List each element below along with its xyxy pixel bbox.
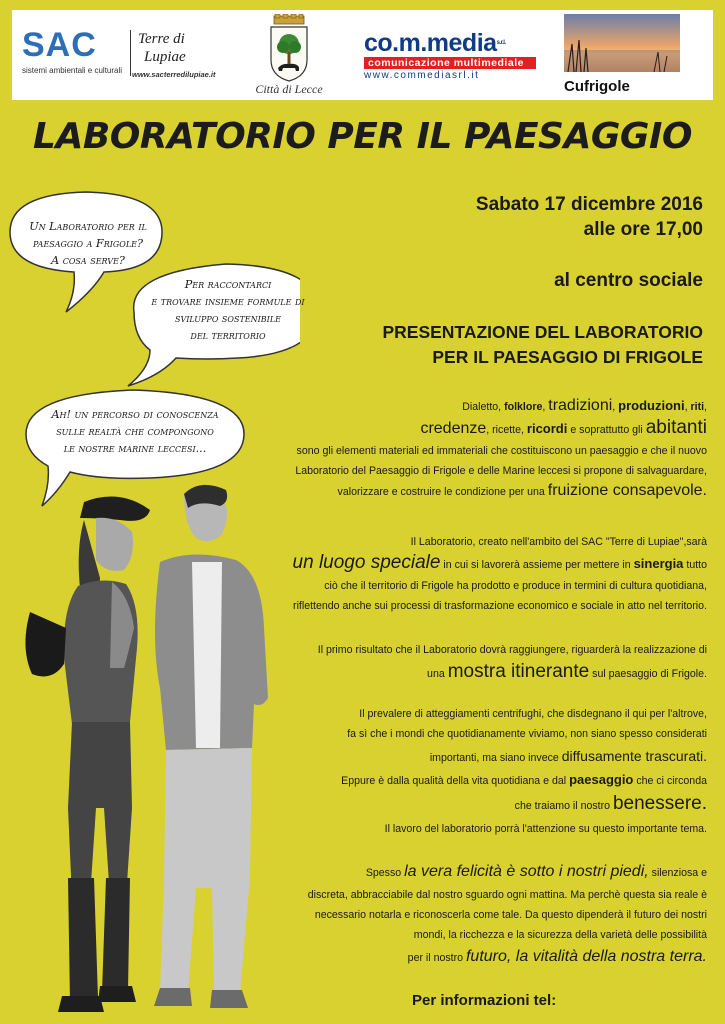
- p4-diffusamente: diffusamente trascurati.: [561, 748, 707, 764]
- sac-logo: [22, 28, 222, 84]
- speech-bubbles: [0, 180, 305, 510]
- p1-tradizioni: tradizioni: [548, 397, 613, 414]
- cufrigole-logo: [564, 14, 684, 98]
- bubble-2-text: [138, 276, 318, 344]
- event-place: al centro sociale: [554, 270, 703, 291]
- p1-line-1: Dialetto, folklore, tradizioni, produzioni, riti,: [462, 397, 707, 414]
- sac-terre-line2: Lupiae: [144, 49, 186, 65]
- commedia-srl: s.r.l.: [496, 40, 506, 46]
- info-contact: Per informazioni tel:: [412, 992, 557, 1009]
- p5-line-5: [308, 945, 707, 970]
- bubble-2-line-1: Per raccontarci: [184, 278, 272, 291]
- bubble-1-line-2: paesaggio a Frigole?: [33, 237, 143, 250]
- p4-line-4-post: che ci circonda: [636, 775, 707, 787]
- p5-line-2: discreta, abbracciabile dal nostro sguardo ogni mattina. Ma perchè questa sia reale è: [307, 889, 707, 901]
- bubble-3-line-1: Ah! un percorso di conoscenza: [51, 408, 219, 421]
- event-date-line: Sabato 17 dicembre 2016: [475, 194, 703, 215]
- p1-line-4: Laboratorio del Paesaggio di Frigole e delle Marine leccesi si propone di salvaguardare,: [295, 465, 707, 477]
- bubble-3-line-2: sulle realtà che compongono: [56, 425, 214, 438]
- p2-line-2-mid: in cui si lavorerà assieme per mettere in: [443, 559, 631, 571]
- sac-divider: [130, 30, 131, 76]
- p2-line-3: ciò che il territorio di Frigole ha prodotto e produce in termini di cultura quotidiana,: [324, 580, 707, 592]
- p1-soprattutto: e soprattutto gli: [570, 424, 643, 436]
- sunset-lagoon-photo: [564, 14, 680, 72]
- bubble-2-line-4: del territorio: [190, 329, 266, 342]
- paragraph-traditions: [295, 396, 707, 502]
- p3-line-2: [318, 660, 707, 686]
- p5-felicita: la vera felicità è sotto i nostri piedi,: [404, 863, 649, 880]
- event-time-line: alle ore 17,00: [583, 219, 703, 240]
- logo-bar: [12, 10, 713, 100]
- p4-paesaggio: paesaggio: [569, 772, 634, 787]
- sac-subtitle: sistemi ambientali e culturali: [22, 66, 123, 75]
- p1-ricette: ricette,: [492, 424, 524, 436]
- p1-fruizione: fruizione consapevole.: [547, 482, 707, 499]
- p2-line-1: Il Laboratorio, creato nell'ambito del SAC "Terre di Lupiae",sarà: [410, 536, 707, 548]
- sac-terre-di-lupiae: [138, 30, 186, 66]
- p5-silenziosa: silenziosa e: [651, 867, 707, 879]
- p5-spesso: Spesso: [365, 867, 402, 879]
- p4-line-4-pre: Eppure è dalla qualità della vita quotidiana e dal: [341, 775, 567, 787]
- p3-mostra-itinerante: mostra itinerante: [447, 661, 590, 682]
- p2-tutto: tutto: [686, 559, 707, 571]
- event-date: [476, 192, 703, 242]
- paragraph-laboratorio: [293, 532, 707, 616]
- walking-couple-illustration: [0, 478, 300, 1024]
- sac-wordmark: SAC: [22, 26, 97, 64]
- p1-produzioni: produzioni: [618, 398, 685, 413]
- bubble-2-line-2: e trovare insieme formule di: [151, 295, 305, 308]
- paragraph-mostra: [318, 640, 707, 686]
- sac-website: www.sacterredilupiae.it: [132, 70, 216, 79]
- paragraph-felicita: [308, 860, 707, 970]
- p1-ricordi: ricordi: [526, 421, 568, 436]
- p3-line-1: Il primo risultato che il Laboratorio dovrà raggiungere, riguarderà la realizzazione di: [317, 644, 707, 656]
- p4-benessere: benessere.: [612, 793, 707, 814]
- p2-line-2: [293, 552, 707, 576]
- p5-futuro: futuro, la vitalità della nostra terra.: [465, 948, 707, 965]
- presentation-heading: [382, 320, 703, 370]
- bubble-3-text: [28, 406, 242, 457]
- p1-abitanti: abitanti: [645, 417, 707, 438]
- p1-line-2: credenze, ricette, ricordi e soprattutto gli abitanti: [420, 417, 707, 438]
- p3-una: una: [427, 668, 445, 680]
- commedia-logo: [364, 30, 544, 82]
- p2-luogo-speciale: un luogo speciale: [292, 552, 441, 573]
- cufrigole-name: Cufrigole: [564, 78, 630, 95]
- p1-line-5: [295, 481, 707, 502]
- commedia-website: www.commediasrl.it: [364, 70, 480, 81]
- p4-line-5-pre: che traiamo il nostro: [514, 800, 611, 812]
- lecce-coat-of-arms-icon: [266, 14, 312, 82]
- p2-line-4: riflettendo anche sui processi di trasformazione economico e sociale in atto nel territorio.: [293, 600, 707, 612]
- p4-line-3-pre: importanti, ma siano invece: [429, 752, 559, 764]
- p1-credenze: credenze: [420, 420, 487, 437]
- bubble-1-line-1: Un Laboratorio per il: [29, 220, 147, 233]
- p1-dialetto: Dialetto,: [462, 401, 502, 413]
- bubble-1-line-3: A cosa serve?: [51, 254, 125, 267]
- page-title: LABORATORIO PER IL PAESAGGIO: [33, 116, 692, 157]
- p2-sinergia: sinergia: [633, 556, 684, 571]
- bubble-1-text: [16, 218, 160, 269]
- commedia-word: co.m.media: [364, 29, 497, 57]
- p1-folklore: folklore: [504, 401, 543, 413]
- p5-line-5-pre: per il nostro: [407, 952, 464, 964]
- commedia-tagline: comunicazione multimediale: [364, 57, 536, 69]
- p4-line-3: [341, 744, 707, 770]
- lecce-name: Città di Lecce: [255, 82, 323, 96]
- presentation-line-1: PRESENTAZIONE DEL LABORATORIO: [382, 322, 703, 342]
- p5-line-3: necessario notarla e riconoscerla come tale. Da questo dipenderà il futuro dei nostri: [314, 909, 707, 921]
- p1-riti: riti: [690, 401, 705, 413]
- commedia-wordmark: [364, 30, 544, 56]
- bubble-2-line-3: sviluppo sostenibile: [175, 312, 281, 325]
- paragraph-benessere: [341, 704, 707, 839]
- p5-line-1: [308, 860, 707, 885]
- p4-line-2: fa sì che i mondi che quotidianamente viviamo, non siano spesso considerati: [347, 728, 707, 740]
- bubble-3-line-3: le nostre marine leccesi...: [63, 442, 207, 455]
- p4-line-1: Il prevalere di atteggiamenti centrifughi, che disdegnano il qui per l'altrove,: [359, 708, 707, 720]
- p4-line-5: [341, 791, 707, 819]
- p3-line-2-post: sul paesaggio di Frigole.: [592, 668, 707, 680]
- p4-line-6: Il lavoro del laboratorio porrà l'attenzione su questo importante tema.: [384, 823, 707, 835]
- p1-line-5-pre: valorizzare e costruire le condizione per una: [337, 486, 545, 498]
- sac-terre-line1: Terre di: [138, 31, 185, 47]
- presentation-line-2: PER IL PAESAGGIO DI FRIGOLE: [432, 347, 703, 367]
- p1-line-3: sono gli elementi materiali ed immateriali che costituiscono un paesaggio e che il nuovo: [296, 445, 707, 457]
- p4-line-4: [341, 770, 707, 791]
- p5-line-4: mondi, la ricchezza e la sicurezza della varietà delle possibilità: [413, 929, 707, 941]
- citta-di-lecce-logo: [244, 14, 334, 98]
